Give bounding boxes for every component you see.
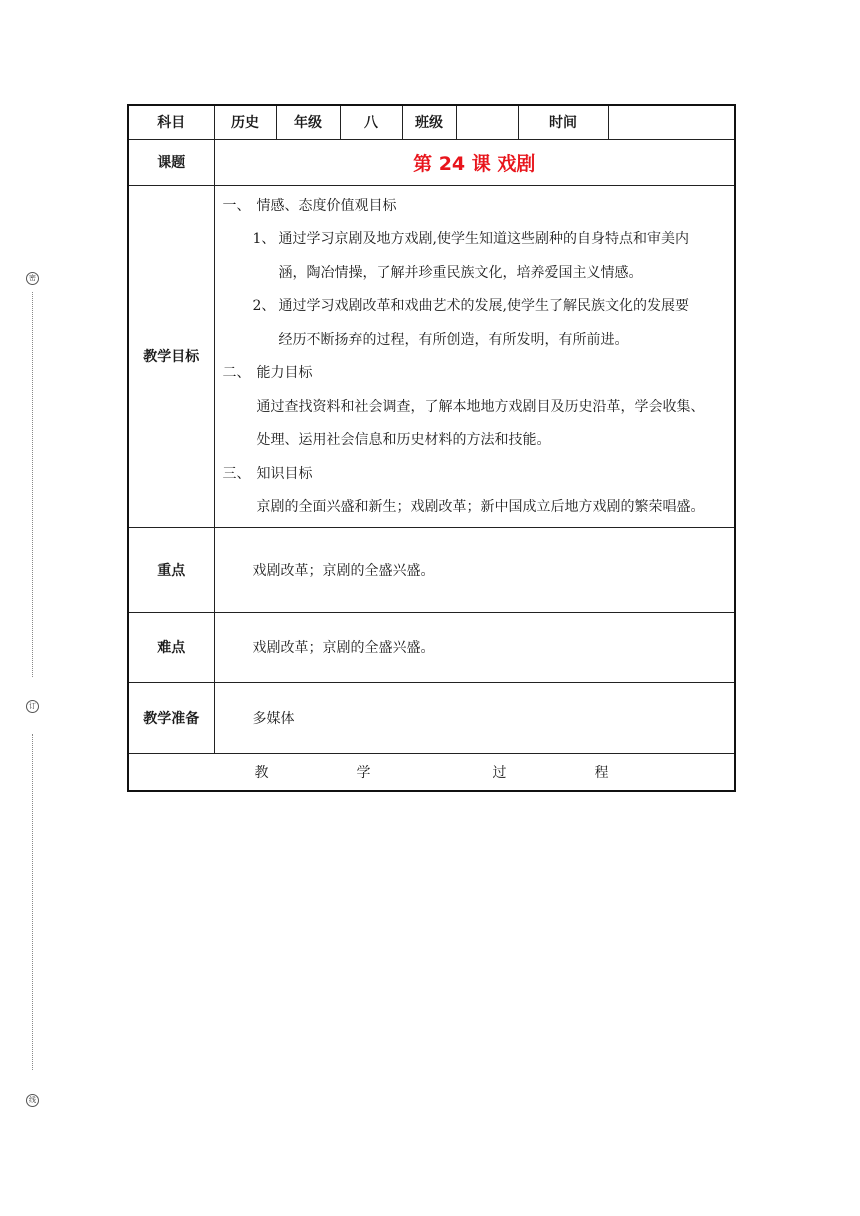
objectives-label: 教学目标	[128, 185, 214, 527]
time-value	[608, 105, 735, 139]
class-label: 班级	[402, 105, 456, 139]
objective-item-1: 1、 通过学习京剧及地方戏剧,使学生知道这些剧种的自身特点和审美内	[252, 231, 689, 247]
difficulty-label: 难点	[128, 612, 214, 682]
grade-label: 年级	[276, 105, 340, 139]
grade-value: 八	[340, 105, 402, 139]
objective-section-3: 三、 知识目标	[222, 465, 313, 482]
binding-mark-seal: 密	[26, 272, 39, 285]
key-point-text: 戏剧改革；京剧的全盛兴盛。	[214, 527, 735, 612]
process-row	[128, 753, 735, 791]
binding-line	[32, 734, 33, 1070]
process-heading: 教 学 过 程	[128, 753, 735, 791]
objectives-content	[214, 185, 735, 527]
objective-item-2: 2、 通过学习戏剧改革和戏曲艺术的发展,使学生了解民族文化的发展要	[252, 298, 689, 314]
binding-mark-line: 线	[26, 1094, 39, 1107]
subject-value: 历史	[214, 105, 276, 139]
difficulty-text: 戏剧改革；京剧的全盛兴盛。	[214, 612, 735, 682]
topic-row	[128, 139, 735, 185]
key-point-label: 重点	[128, 527, 214, 612]
objectives-row	[128, 185, 735, 527]
lesson-title: 第 24 课 戏剧	[214, 139, 735, 185]
preparation-label: 教学准备	[128, 682, 214, 753]
topic-label: 课题	[128, 139, 214, 185]
preparation-text: 多媒体	[214, 682, 735, 753]
objective-item-1-cont: 涵，陶冶情操，了解并珍重民族文化，培养爱国主义情感。	[278, 264, 643, 281]
header-row	[128, 105, 735, 139]
time-label: 时间	[518, 105, 608, 139]
key-point-row	[128, 527, 735, 612]
ability-text-2: 处理、运用社会信息和历史材料的方法和技能。	[256, 432, 551, 448]
objective-section-1: 一、 情感、态度价值观目标	[222, 197, 397, 214]
binding-mark-bind: 订	[26, 700, 39, 713]
subject-label: 科目	[128, 105, 214, 139]
objective-section-2: 二、 能力目标	[222, 365, 313, 381]
binding-line	[32, 292, 33, 677]
knowledge-text: 京剧的全面兴盛和新生；戏剧改革；新中国成立后地方戏剧的繁荣唱盛。	[256, 499, 705, 515]
objective-item-2-cont: 经历不断扬弃的过程，有所创造，有所发明，有所前进。	[278, 331, 629, 348]
preparation-row	[128, 682, 735, 753]
ability-text-1: 通过查找资料和社会调查，了解本地地方戏剧目及历史沿革，学会收集、	[256, 398, 705, 415]
class-value	[456, 105, 518, 139]
difficulty-row	[128, 612, 735, 682]
lesson-plan-table	[127, 104, 736, 792]
